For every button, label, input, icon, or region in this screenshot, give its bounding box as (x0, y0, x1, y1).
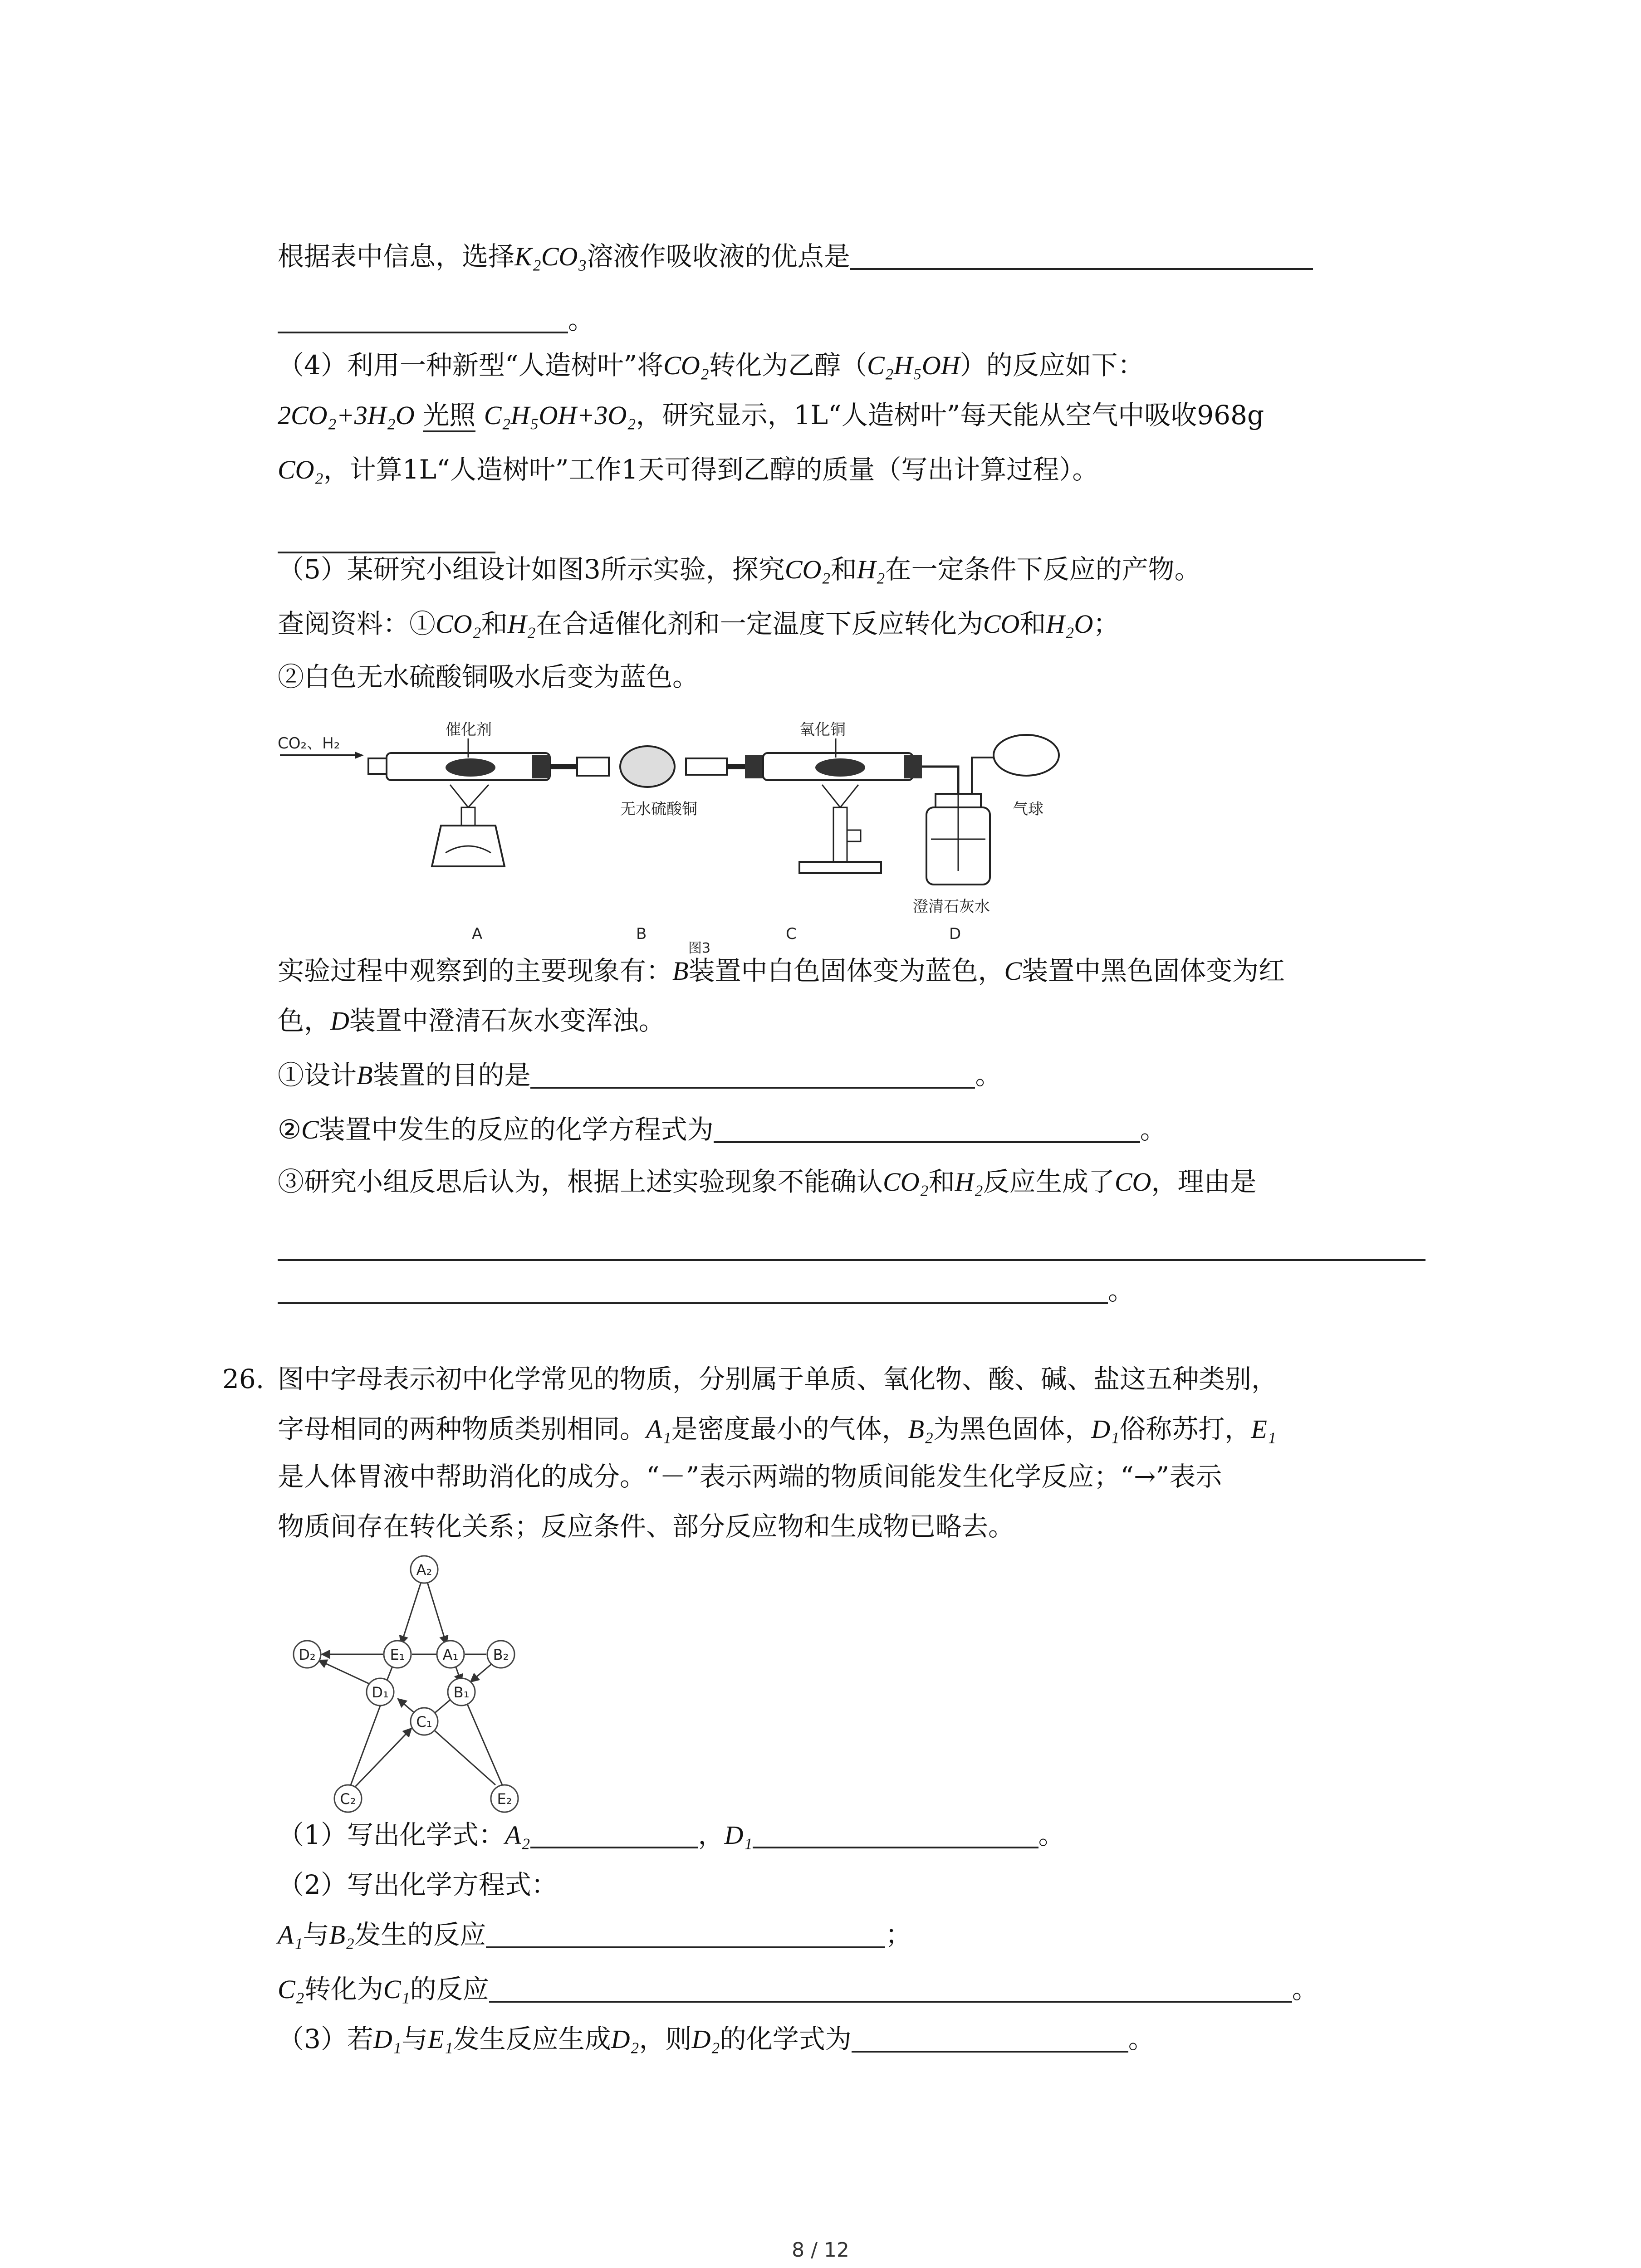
balloon-label: 气球 (1013, 800, 1043, 818)
flame-a (450, 785, 489, 807)
node-c1 (411, 1708, 438, 1735)
text: 与 (303, 1919, 329, 1950)
symbol-e1: E₁ (427, 2024, 453, 2054)
node-d1-label: D₁ (372, 1684, 389, 1701)
text: ②白色无水硫酸铜吸水后变为蓝色。 (278, 661, 699, 692)
tube-c-stopper-right (904, 755, 922, 778)
symbol-e1: E₁ (1251, 1414, 1276, 1444)
q26-part2 (278, 1867, 558, 1903)
sub-q3 (278, 1163, 1256, 1200)
period: 。 (1128, 2024, 1155, 2054)
text: （1）写出化学式： (278, 1819, 505, 1850)
equation-left: 2CO₂+3H₂O (278, 401, 415, 430)
connector-cd (922, 767, 958, 794)
sub-q1 (278, 1057, 1001, 1094)
node-e1-label: E₁ (390, 1646, 405, 1663)
node-c2-label: C₂ (340, 1790, 356, 1808)
text: 装置中黑色固体变为红 (1022, 955, 1285, 986)
text: 字母相同的两种物质类别相同。 (278, 1413, 647, 1444)
q4-equation-line (278, 397, 1264, 434)
reference-line1 (278, 606, 1119, 642)
symbol-d1: D₁ (724, 1820, 753, 1850)
cuo-label: 氧化铜 (799, 721, 846, 739)
figure3-apparatus (278, 717, 1076, 962)
catalyst-solid (446, 758, 495, 777)
q26-part2b (278, 1971, 1318, 2008)
q4-line1 (278, 347, 1144, 384)
equation-condition: 光照 (423, 400, 475, 432)
period: 。 (1292, 1974, 1318, 2004)
edge-c2-c1 (355, 1728, 411, 1787)
text: 查阅资料：① (278, 608, 436, 639)
formula-h2: H₂ (955, 1167, 983, 1197)
text: （4）利用一种新型“人造树叶”将 (278, 350, 664, 381)
text: 物质间存在转化关系；反应条件、部分反应物和生成物已略去。 (278, 1511, 1015, 1542)
edge-c1-b1 (433, 1699, 451, 1715)
tube-b-right (686, 758, 727, 775)
formula-co2: CO₂ (883, 1167, 929, 1197)
text: 在合适催化剂和一定温度下反应转化为 (535, 608, 983, 639)
text: 装置的目的是 (372, 1060, 531, 1090)
period: 。 (568, 304, 595, 335)
symbol-a1: A₁ (646, 1414, 671, 1444)
text: 溶液作吸收液的优点是 (587, 241, 850, 272)
answer-blank[interactable] (714, 1114, 1140, 1143)
symbol-d1: D₁ (1091, 1414, 1120, 1444)
symbol-a1: A₁ (278, 1920, 303, 1950)
text: （2）写出化学方程式： (278, 1869, 558, 1900)
text: 图中字母表示初中化学常见的物质，分别属于单质、氧化物、酸、碱、盐这五种类别， (278, 1364, 1278, 1394)
symbol-d2: D₂ (691, 2024, 720, 2054)
text: ③研究小组反思后认为，根据上述实验现象不能确认 (278, 1166, 883, 1197)
node-a2-label: A₂ (416, 1561, 432, 1579)
text: 装置中澄清石灰水变浑浊。 (349, 1005, 665, 1036)
text: ，计算1L“人造树叶”工作1天可得到乙醇的质量（写出计算过程）。 (323, 454, 1099, 485)
symbol-b2: B₂ (908, 1414, 934, 1444)
period: 。 (1140, 1114, 1166, 1145)
text: 转化为 (304, 1974, 383, 2004)
reference-line2 (278, 659, 699, 695)
text: 实验过程中观察到的主要现象有： (278, 955, 673, 986)
answer-blank[interactable] (852, 2024, 1128, 2053)
letter-c: C (301, 1115, 319, 1144)
text: ； (885, 1919, 912, 1950)
star-relation-diagram (278, 1547, 568, 1819)
balloon (994, 735, 1059, 776)
node-a2 (411, 1556, 438, 1583)
text: 和 (481, 608, 508, 639)
node-e1 (384, 1641, 411, 1668)
q5-line1 (278, 551, 1201, 588)
tube-a-stopper-left (368, 758, 387, 774)
node-b2-label: B₂ (493, 1646, 509, 1663)
letter-c: C (1004, 956, 1022, 986)
q26-line4 (278, 1508, 1014, 1545)
period: 。 (1108, 1275, 1135, 1306)
text: ）的反应如下： (960, 350, 1144, 381)
figure-caption: 图3 (688, 940, 711, 956)
formula-co: CO (1114, 1167, 1151, 1197)
catalyst-label: 催化剂 (446, 721, 492, 739)
q26-part1 (278, 1817, 1065, 1853)
equation-right: C₂H₅OH+3O₂ (484, 401, 636, 430)
formula-k2co3: K₂CO₃ (514, 242, 587, 271)
answer-blank-d1[interactable] (753, 1819, 1038, 1848)
node-d2 (294, 1641, 321, 1668)
text: 为黑色固体， (933, 1413, 1092, 1444)
connector-bc (727, 764, 745, 769)
text: ， (698, 1819, 725, 1850)
text: ，则 (639, 2024, 692, 2054)
text: 根据表中信息，选择 (278, 241, 515, 272)
period: 。 (975, 1060, 1002, 1090)
text: 的化学式为 (720, 2024, 852, 2054)
lamp-a-wick (461, 807, 475, 826)
formula-h2o: H₂O (1046, 609, 1093, 639)
formula-co2: CO₂ (436, 609, 481, 639)
symbol-a2: A₂ (505, 1820, 530, 1850)
answer-blank[interactable] (278, 524, 495, 553)
formula-co2: CO₂ (784, 555, 831, 584)
cuso4-label: 无水硫酸铜 (620, 800, 697, 818)
q26-line1 (278, 1361, 1278, 1397)
formula-co2: CO₂ (278, 455, 323, 484)
node-a1-label: A₁ (442, 1646, 459, 1663)
symbol-c2: C₂ (278, 1975, 304, 2004)
text: ； (1093, 608, 1120, 639)
burner-c-base (799, 862, 881, 873)
connector-ab (550, 764, 577, 769)
formula-h2: H₂ (857, 555, 885, 584)
text: 色， (278, 1005, 331, 1036)
answer-blank-a2[interactable] (530, 1819, 698, 1848)
page-number: 8 / 12 (792, 2239, 849, 2262)
text: 俗称苏打， (1119, 1413, 1251, 1444)
period: 。 (1038, 1819, 1065, 1850)
edge-d1-c2 (350, 1701, 382, 1786)
node-e2-label: E₂ (497, 1790, 512, 1808)
burner-c-valve (847, 830, 861, 841)
text: 在一定条件下反应的产物。 (885, 554, 1201, 585)
sub-q3-blank2 (278, 1272, 1134, 1309)
node-c2 (334, 1785, 362, 1812)
formula-h2: H₂ (507, 609, 536, 639)
text: 与 (401, 2024, 428, 2054)
node-b2 (487, 1641, 514, 1668)
node-b1-label: B₁ (453, 1684, 470, 1701)
answer-blank[interactable] (278, 304, 568, 333)
node-c1-label: C₁ (416, 1713, 432, 1730)
edge-a2-a1 (426, 1579, 446, 1644)
sub-q3-blank1 (278, 1229, 1425, 1266)
text: 的反应 (410, 1974, 489, 2004)
label-a: A (472, 925, 483, 943)
node-a1 (437, 1641, 464, 1668)
symbol-b2: B₂ (329, 1920, 355, 1950)
edge-e2-b1 (466, 1701, 502, 1785)
answer-blank[interactable] (278, 1232, 1425, 1261)
text: 反应生成了 (983, 1166, 1115, 1197)
text: ，研究显示，1L“人造树叶”每天能从空气中吸收968g (636, 400, 1264, 430)
text: ①设计 (278, 1060, 357, 1090)
symbol-d2: D₂ (611, 2024, 639, 2054)
text: 装置中发生的反应的化学方程式为 (318, 1114, 714, 1145)
line-absorbent-advantage (278, 238, 1313, 275)
text: 发生的反应 (354, 1919, 486, 1950)
text: 转化为乙醇（ (709, 350, 867, 381)
label-b: B (636, 925, 647, 943)
node-b1 (448, 1678, 475, 1706)
letter-d: D (330, 1006, 349, 1036)
bottle-d-outlet (972, 758, 994, 794)
symbol-d1: D₁ (373, 2024, 402, 2054)
node-d1 (367, 1678, 394, 1706)
text: 和 (1019, 608, 1046, 639)
text: 装置中白色固体变为蓝色， (688, 955, 1004, 986)
letter-b: B (357, 1061, 373, 1090)
tube-b-left (577, 758, 609, 776)
q26-part2a (278, 1916, 911, 1953)
answer-blank[interactable] (489, 1974, 1292, 2003)
answer-blank[interactable] (850, 241, 1313, 270)
node-d2-label: D₂ (299, 1646, 316, 1663)
q26-line3 (278, 1458, 1222, 1495)
observation-line1 (278, 953, 1285, 989)
limewater-label: 澄清石灰水 (913, 898, 990, 916)
text: （3）若 (278, 2024, 373, 2054)
text: 发生反应生成 (453, 2024, 611, 2054)
text: 和 (830, 554, 857, 585)
formula-co: CO (983, 609, 1020, 639)
flame-c (822, 785, 858, 807)
answer-blank[interactable] (486, 1919, 885, 1948)
question-number-26: 26. (222, 1364, 265, 1394)
q4-line3 (278, 451, 1098, 488)
answer-blank[interactable] (278, 1275, 1108, 1304)
sub-q2 (278, 1111, 1166, 1148)
tube-a-stopper-right (532, 755, 550, 778)
gas-inlet-label: CO₂、H₂ (278, 734, 340, 753)
copper-oxide-solid (815, 758, 865, 777)
text: （5）某研究小组设计如图3所示实验，探究 (278, 554, 785, 585)
drying-tube-b (620, 746, 675, 787)
text: 是密度最小的气体， (671, 1413, 908, 1444)
text: 是人体胃液中帮助消化的成分。“－”表示两端的物质间能发生化学反应；“→”表示 (278, 1461, 1222, 1492)
answer-blank[interactable] (530, 1060, 975, 1089)
burner-c-tube (833, 807, 847, 862)
text: ② (278, 1114, 301, 1145)
formula-ethanol: C₂H₅OH (867, 351, 960, 380)
node-e2 (491, 1785, 518, 1812)
text: 和 (928, 1166, 955, 1197)
q26-part3 (278, 2021, 1155, 2058)
line-blank-continuation (278, 302, 594, 338)
tube-c-stopper-left (745, 755, 763, 778)
inlet-arrow-head (355, 752, 364, 759)
edge-c1-e2 (432, 1728, 495, 1785)
edge-a2-e1 (401, 1579, 422, 1644)
symbol-c1: C₁ (383, 1975, 410, 2004)
label-c: C (786, 925, 797, 943)
text: ，理由是 (1151, 1166, 1257, 1197)
formula-co2: CO₂ (663, 351, 709, 380)
observation-line2 (278, 1002, 665, 1039)
letter-b: B (672, 956, 689, 986)
edge-d1-d2 (318, 1660, 377, 1687)
label-d: D (949, 925, 961, 943)
q26-line2 (278, 1411, 1276, 1447)
